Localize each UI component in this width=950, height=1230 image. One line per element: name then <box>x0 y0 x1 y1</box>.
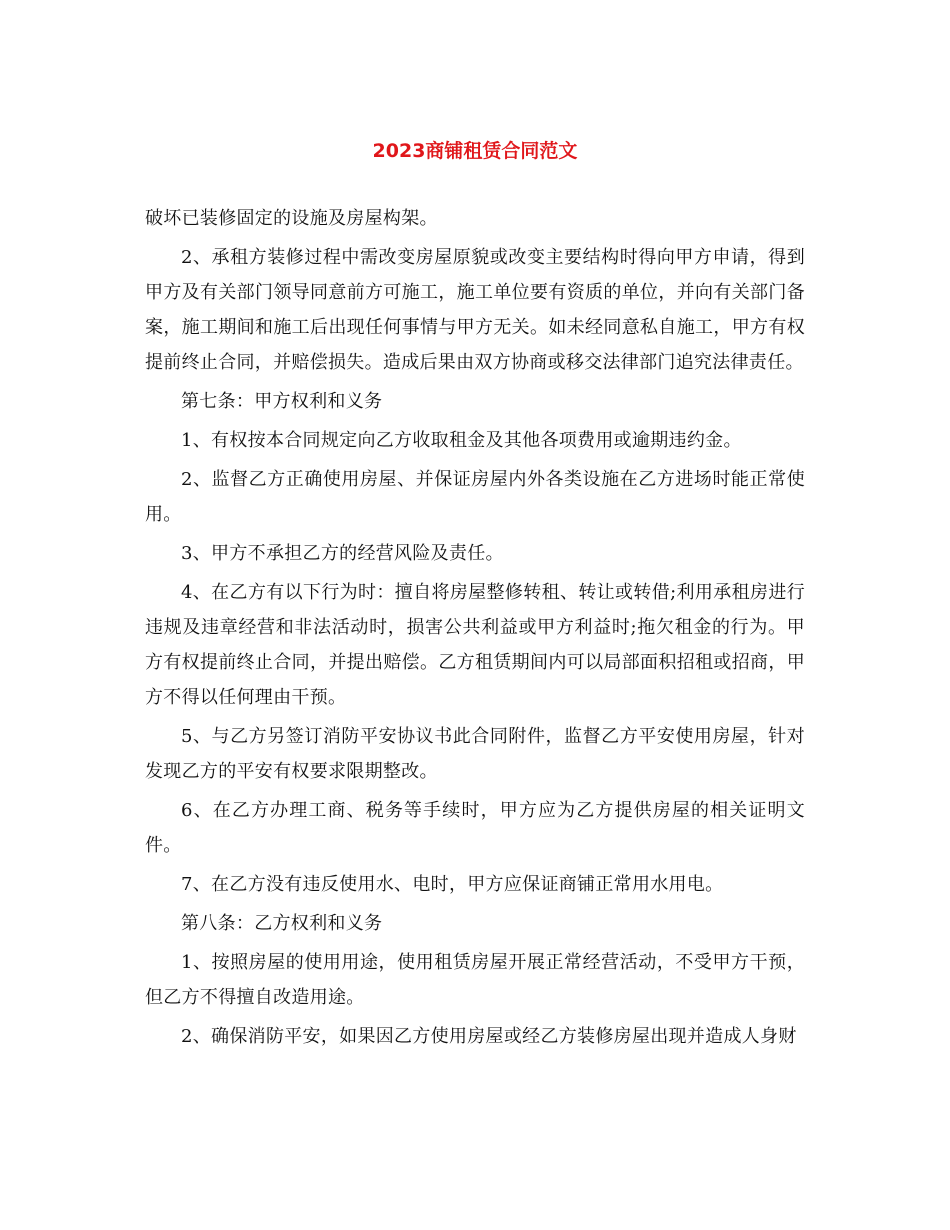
section-heading: 第八条：乙方权利和义务 <box>181 913 383 934</box>
paragraph: 破坏已装修固定的设施及房屋构架。 <box>145 208 438 229</box>
paragraph: 4、在乙方有以下行为时：擅自将房屋整修转租、转让或转借;利用承租房进行违规及违章经营和非法活动时，损害公共利益或甲方利益时;拖欠租金的行为。甲方有权提前终止合同，并提出赔偿。乙方租赁期间内可以局部面积招租或招商，甲方不得以任何理由干预。 <box>145 582 805 708</box>
paragraph: 1、有权按本合同规定向乙方收取租金及其他各项费用或逾期违约金。 <box>181 430 742 451</box>
page-title: 2023商铺租赁合同范文 <box>372 140 578 162</box>
section-heading: 第七条：甲方权利和义务 <box>181 391 383 412</box>
paragraph: 2、确保消防平安，如果因乙方使用房屋或经乙方装修房屋出现并造成人身财 <box>181 1026 797 1047</box>
paragraph: 7、在乙方没有违反使用水、电时，甲方应保证商铺正常用水用电。 <box>181 874 724 895</box>
paragraph: 2、承租方装修过程中需改变房屋原貌或改变主要结构时得向甲方申请，得到甲方及有关部门领导同意前方可施工，施工单位要有资质的单位，并向有关部门备案，施工期间和施工后出现任何事情与甲方无关。如未经同意私自施工，甲方有权提前终止合同，并赔偿损失。造成后果由双方协商或移交法律部门追究法律责任。 <box>145 247 805 373</box>
paragraph: 6、在乙方办理工商、税务等手续时，甲方应为乙方提供房屋的相关证明文件。 <box>145 800 805 856</box>
document-body <box>145 201 805 1058</box>
paragraph: 3、甲方不承担乙方的经营风险及责任。 <box>181 543 504 564</box>
paragraph: 2、监督乙方正确使用房屋、并保证房屋内外各类设施在乙方进场时能正常使用。 <box>145 469 805 525</box>
paragraph: 5、与乙方另签订消防平安协议书此合同附件，监督乙方平安使用房屋，针对发现乙方的平安有权要求限期整改。 <box>145 726 805 782</box>
paragraph: 1、按照房屋的使用用途，使用租赁房屋开展正常经营活动，不受甲方干预，但乙方不得擅自改造用途。 <box>145 952 805 1008</box>
